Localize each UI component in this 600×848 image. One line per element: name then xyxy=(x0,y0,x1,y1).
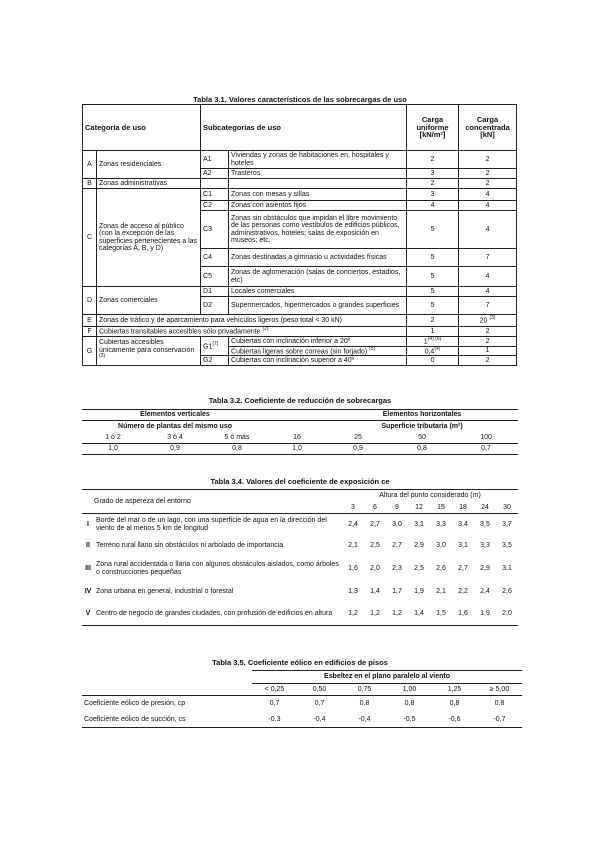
val-uniforme: 2 xyxy=(407,179,459,189)
row-num: II xyxy=(86,541,90,549)
value-cell: 1,6 xyxy=(458,609,468,617)
row-desc: Terreno rural llano sin obstáculos ni arbolado de importancia xyxy=(96,541,284,549)
table3-title: Tabla 3.4. Valores del coeficiente de exposición ce xyxy=(210,477,390,486)
header-elementos-verticales: Elementos verticales xyxy=(140,411,210,419)
header-elementos-horizontales: Elementos horizontales xyxy=(382,411,462,419)
header-esbeltez: Esbeltez en el plano paralelo al viento xyxy=(252,671,522,684)
row-desc: Zona rural accidentada o llana con algunos obstáculos aislados, como árboles o construcciones pequeñas xyxy=(96,561,339,576)
cat-desc: Cubiertas transitables accesibles sólo privadamente $^{(2)}$ xyxy=(97,327,407,337)
val-uniforme: 5 xyxy=(407,297,459,315)
col-label: 0,50 xyxy=(312,685,327,693)
row-num: I xyxy=(87,521,89,529)
value-cell: 0,7 xyxy=(269,700,280,708)
row-label: Coeficiente eólico de presión, cp xyxy=(84,700,186,708)
value-cell: 3,3 xyxy=(480,541,490,549)
val-concentrada: 4 xyxy=(459,287,517,297)
value-cell: 1,0 xyxy=(292,445,302,453)
col-label: 16 xyxy=(293,434,301,442)
val-concentrada: 20 $^{(3)}$ xyxy=(459,315,517,327)
value-cell: 3,1 xyxy=(414,521,424,529)
cat-code: C xyxy=(83,189,97,287)
value-cell: -0,4 xyxy=(358,715,371,723)
col-label: 5 ó más xyxy=(224,434,250,442)
height-label: 18 xyxy=(459,503,467,511)
col-label: < 0,25 xyxy=(264,685,285,693)
value-cell: 2,7 xyxy=(370,521,380,529)
sub-desc: Zonas sin obstáculos que impidan el libre movimiento de las personas como vestíbulos de edificios públicos, administrativos, hoteles; salas de exposición en museos; etc. xyxy=(229,211,407,249)
val-uniforme: 1 xyxy=(407,327,459,337)
sub-code: D1 xyxy=(201,287,229,297)
value-cell: -0,7 xyxy=(493,715,506,723)
cat-name: Cubiertas accesibles únicamente para conservación $^{(3)}$ xyxy=(97,337,201,366)
header-categoria: Categoría de uso xyxy=(83,105,201,151)
val-concentrada: 2 xyxy=(459,169,517,179)
value-cell: 1,7 xyxy=(392,587,402,595)
val-concentrada: 4 xyxy=(459,189,517,201)
cat-name: Zonas residenciales xyxy=(97,151,201,179)
sub-desc: Viviendas y zonas de habitaciones en, hospitales y hoteles xyxy=(229,151,407,169)
col-label: 25 xyxy=(354,434,362,442)
value-cell: 2,1 xyxy=(348,541,358,549)
cat-name: Zonas de acceso al público (con la excepción de las superficies pertenecientes a las categorías A, B, y D) xyxy=(97,189,201,287)
height-label: 3 xyxy=(351,503,355,511)
row-desc: Centro de negocio de grandes ciudades, con profusión de edificios en altura xyxy=(96,609,333,617)
val-uniforme: 5 xyxy=(407,287,459,297)
header-carga-uniforme: Carga uniforme [kN/m²] xyxy=(407,105,459,151)
table3-exposicion xyxy=(82,489,518,626)
val-uniforme: 5 xyxy=(407,267,459,287)
value-cell: 2,1 xyxy=(436,587,446,595)
cat-code: B xyxy=(83,179,97,189)
val-uniforme: 5 xyxy=(407,211,459,249)
value-cell: -0,3 xyxy=(268,715,281,723)
value-cell: 3,0 xyxy=(436,541,446,549)
col-label: 1 ó 2 xyxy=(105,434,121,442)
sub-desc: Zonas con mesas y sillas xyxy=(229,189,407,201)
value-cell: -0,6 xyxy=(448,715,461,723)
sub-desc: Zonas destinadas a gimnasio u actividades físicas xyxy=(229,249,407,267)
sub-code: C4 xyxy=(201,249,229,267)
table1-sobrecargas xyxy=(82,104,517,366)
val-concentrada: 7 xyxy=(459,297,517,315)
table4-coeficiente-eolico xyxy=(82,670,522,728)
sub-desc: Locales comerciales xyxy=(229,287,407,297)
cat-code: D xyxy=(83,287,97,315)
height-label: 12 xyxy=(415,503,423,511)
val-concentrada: 2 xyxy=(459,337,517,347)
col-label: 1,00 xyxy=(402,685,417,693)
row-desc: Borde del mar o de un lago, con una superficie de agua en la dirección del viento de al menos 5 km de longitud xyxy=(96,517,327,532)
value-cell: 3,3 xyxy=(436,521,446,529)
sub-desc: Zonas de aglomeración (salas de conciertos, estadios, etc) xyxy=(229,267,407,287)
sub-code: C3 xyxy=(201,211,229,249)
sub-code: A2 xyxy=(201,169,229,179)
height-label: 24 xyxy=(481,503,489,511)
sub-code: C2 xyxy=(201,201,229,211)
cat-name: Zonas administrativas xyxy=(97,179,201,189)
sub-desc: Cubiertas con inclinación superior a 40º xyxy=(229,356,407,366)
cat-code: A xyxy=(83,151,97,179)
sub-code: A1 xyxy=(201,151,229,169)
cat-code: F xyxy=(83,327,97,337)
val-concentrada: 2 xyxy=(459,356,517,366)
table4-title: Tabla 3.5. Coeficiente eólico en edificios de pisos xyxy=(212,658,388,667)
cat-desc: Zonas de tráfico y de aparcamiento para vehículos ligeros (peso total < 30 kN) xyxy=(97,315,407,327)
sub-code: G2 xyxy=(201,356,229,366)
value-cell: 0,8 xyxy=(359,700,370,708)
value-cell: 2,9 xyxy=(480,564,490,572)
sub-desc: Zonas con asientos fijos xyxy=(229,201,407,211)
value-cell: 0,9 xyxy=(170,445,180,453)
header-subcategoria: Subcategorías de uso xyxy=(201,105,407,151)
value-cell: 1,0 xyxy=(108,445,118,453)
table2-reduccion xyxy=(82,409,518,455)
val-concentrada: 2 xyxy=(459,327,517,337)
sub-desc: Trasteros xyxy=(229,169,407,179)
value-cell: 2,6 xyxy=(502,587,512,595)
header-carga-concentrada: Carga concentrada [kN] xyxy=(459,105,517,151)
val-concentrada: 2 xyxy=(459,151,517,169)
value-cell: 1,9 xyxy=(414,587,424,595)
col-label: ≥ 5,00 xyxy=(489,685,510,693)
value-cell: 1,2 xyxy=(370,609,380,617)
value-cell: 2,5 xyxy=(370,541,380,549)
val-uniforme: 0 xyxy=(407,356,459,366)
col-label: 100 xyxy=(480,434,492,442)
value-cell: 0,7 xyxy=(314,700,325,708)
value-cell: 2,7 xyxy=(458,564,468,572)
value-cell: 2,2 xyxy=(458,587,468,595)
val-concentrada: 2 xyxy=(459,179,517,189)
cat-name: Zonas comerciales xyxy=(97,287,201,315)
value-cell: 1,6 xyxy=(348,564,358,572)
row-num: III xyxy=(85,564,91,572)
value-cell: 2,0 xyxy=(502,609,512,617)
val-uniforme: $1^{(4) (6)}$ xyxy=(407,337,459,347)
value-cell: 2,4 xyxy=(348,521,358,529)
header-superficie-tributaria: Superficie tributaria (m²) xyxy=(381,423,463,431)
val-concentrada: 1 xyxy=(459,346,517,356)
value-cell: -0,5 xyxy=(403,715,416,723)
value-cell: 2,4 xyxy=(480,587,490,595)
cat-code: E xyxy=(83,315,97,327)
val-uniforme: 3 xyxy=(407,169,459,179)
val-concentrada: 7 xyxy=(459,249,517,267)
value-cell: 0,9 xyxy=(353,445,363,453)
val-uniforme: 0,4$^{(4)}$ xyxy=(407,346,459,356)
value-cell: 1,4 xyxy=(370,587,380,595)
sub-desc: Cubiertas con inclinación inferior a 20º xyxy=(229,337,407,347)
val-concentrada: 4 xyxy=(459,267,517,287)
col-label: 50 xyxy=(418,434,426,442)
height-label: 15 xyxy=(437,503,445,511)
sub-code: D2 xyxy=(201,297,229,315)
value-cell: 0,8 xyxy=(494,700,505,708)
table1-title: Tabla 3.1. Valores característicos de las sobrecargas de uso xyxy=(193,95,407,104)
sub-code: C5 xyxy=(201,267,229,287)
val-uniforme: 4 xyxy=(407,201,459,211)
value-cell: 3,1 xyxy=(502,564,512,572)
value-cell: 2,0 xyxy=(370,564,380,572)
sub-desc: Supermercados, hipermercados o grandes superficies xyxy=(229,297,407,315)
header-grado-aspereza: Grado de aspereza del entorno xyxy=(94,497,191,505)
sub-code: C1 xyxy=(201,189,229,201)
val-uniforme: 3 xyxy=(407,189,459,201)
value-cell: 3,0 xyxy=(392,521,402,529)
value-cell: 3,5 xyxy=(502,541,512,549)
value-cell: 3,5 xyxy=(480,521,490,529)
value-cell: 2,3 xyxy=(392,564,402,572)
value-cell: 2,6 xyxy=(436,564,446,572)
value-cell: 0,7 xyxy=(481,445,491,453)
value-cell: 1,2 xyxy=(392,609,402,617)
value-cell: -0,4 xyxy=(313,715,326,723)
row-num: IV xyxy=(84,587,92,595)
col-label: 1,25 xyxy=(447,685,462,693)
header-altura: Altura del punto considerado (m) xyxy=(379,492,481,500)
row-desc: Zona urbana en general, industrial o forestal xyxy=(96,587,234,595)
val-concentrada: 4 xyxy=(459,201,517,211)
value-cell: 1,3 xyxy=(348,587,358,595)
height-label: 9 xyxy=(395,503,399,511)
row-num: V xyxy=(85,609,91,617)
sub-code: G1$^{(7)}$ xyxy=(201,337,229,356)
height-label: 6 xyxy=(373,503,377,511)
value-cell: 3,7 xyxy=(502,521,512,529)
value-cell: 1,2 xyxy=(348,609,358,617)
value-cell: 1,5 xyxy=(436,609,446,617)
value-cell: 3,1 xyxy=(458,541,468,549)
col-label: 3 ó 4 xyxy=(167,434,183,442)
height-label: 30 xyxy=(503,503,511,511)
value-cell: 0,8 xyxy=(404,700,415,708)
val-uniforme: 5 xyxy=(407,249,459,267)
value-cell: 0,8 xyxy=(232,445,242,453)
val-uniforme: 2 xyxy=(407,315,459,327)
row-label: Coeficiente eólico de succión, cs xyxy=(84,715,186,723)
value-cell: 1,9 xyxy=(480,609,490,617)
sub-desc: Cubiertas ligeras sobre correas (sin forjado) $^{(5)}$ xyxy=(229,346,407,356)
header-numero-plantas: Número de plantas del mismo uso xyxy=(118,423,232,431)
value-cell: 0,8 xyxy=(417,445,427,453)
value-cell: 3,4 xyxy=(458,521,468,529)
val-uniforme: 2 xyxy=(407,151,459,169)
value-cell: 2,5 xyxy=(414,564,424,572)
value-cell: 2,7 xyxy=(392,541,402,549)
col-label: 0,75 xyxy=(357,685,372,693)
value-cell: 1,4 xyxy=(414,609,424,617)
value-cell: 0,8 xyxy=(449,700,460,708)
cat-code: G xyxy=(83,337,97,366)
value-cell: 2,9 xyxy=(414,541,424,549)
table2-title: Tabla 3.2. Coeficiente de reducción de sobrecargas xyxy=(208,396,392,405)
val-concentrada: 4 xyxy=(459,211,517,249)
